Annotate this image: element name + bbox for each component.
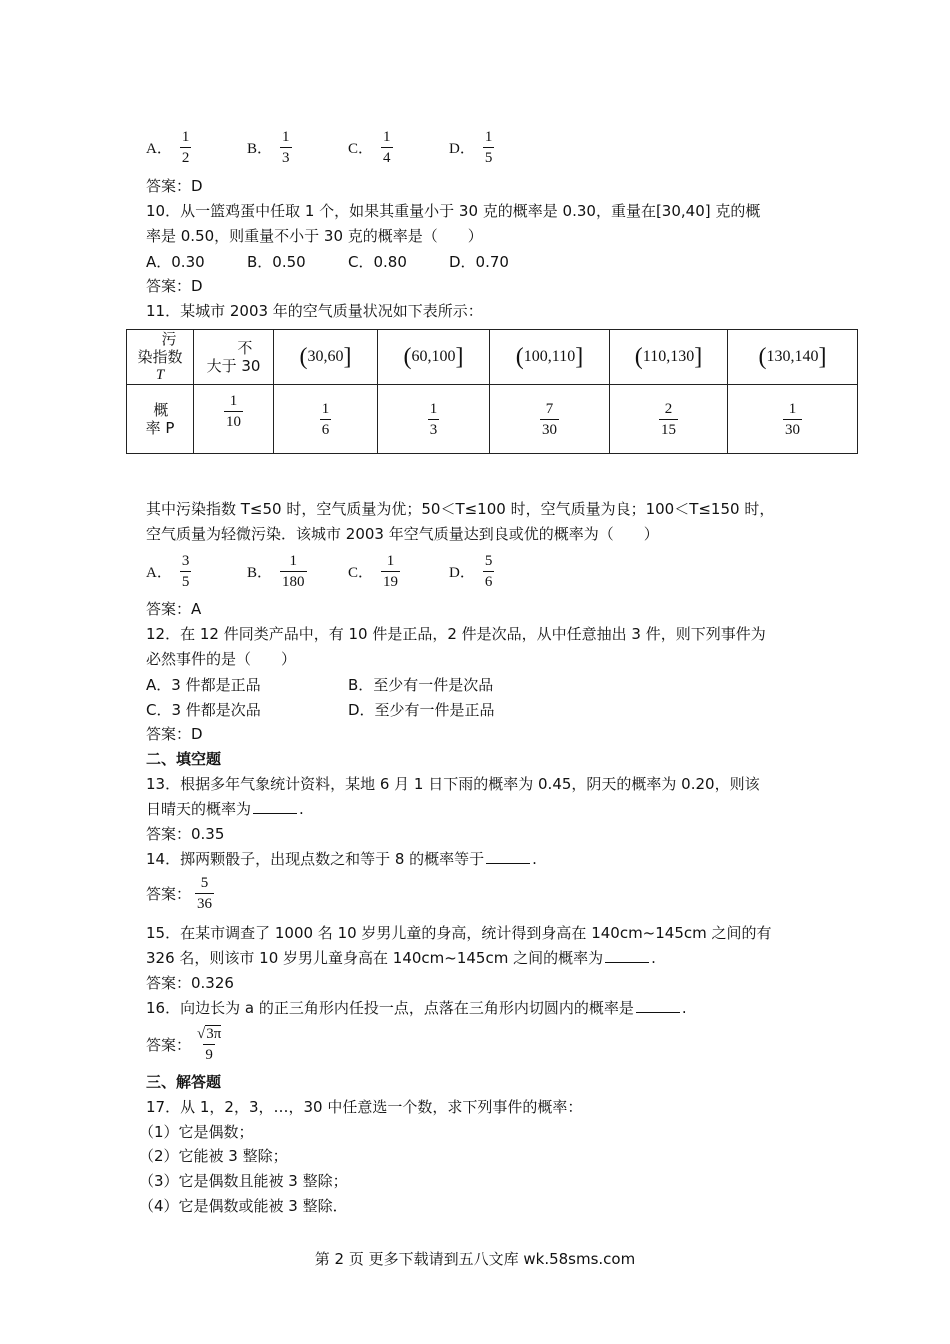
q16-answer: 答案： $\frac{√3\pi}{9}$ — [146, 1026, 222, 1063]
table-cell: (130,140] — [728, 330, 858, 385]
q12-option-c: C．3 件都是次品 — [146, 701, 261, 719]
q10-option-b: B．0.50 — [247, 253, 306, 271]
table-cell: $\frac{1}{6}$ — [274, 385, 378, 454]
q11-option-d: D． $\frac{5}{6}$ — [449, 553, 493, 590]
q15-text-line1: 15．在某市调查了 1000 名 10 岁男儿童的身高，统计得到身高在 140cm~145cm 之间的有 — [146, 924, 772, 942]
q9-answer: 答案：D — [146, 177, 203, 195]
q13-text-line1: 13．根据多年气象统计资料，某地 6 月 1 日下雨的概率为 0.45，阴天的概率为 0.20，则该 — [146, 775, 760, 793]
table-cell: (100,110] — [490, 330, 610, 385]
air-quality-table — [126, 329, 858, 454]
q11-intro: 11．某城市 2003 年的空气质量状况如下表所示： — [146, 302, 483, 320]
q17-part-4: （4）它是偶数或能被 3 整除． — [139, 1197, 348, 1215]
fraction: $\frac{1}{3}$ — [282, 129, 290, 166]
q12-option-d: D．至少有一件是正品 — [348, 701, 495, 719]
page-footer: 第 2 页 更多下载请到五八文库 wk.58sms.com — [314, 1250, 636, 1268]
section-heading-solve: 三、解答题 — [146, 1073, 222, 1091]
q15-text-line2: 326 名，则该市 10 岁男儿童身高在 140cm~145cm 之间的概率为 . — [146, 949, 656, 967]
q16-text: 16．向边长为 a 的正三角形内任投一点，点落在三角形内切圆内的概率是 . — [146, 999, 687, 1017]
table-cell: (60,100] — [378, 330, 490, 385]
q10-text-line2: 率是 0.50，则重量不小于 30 克的概率是（ ） — [146, 227, 483, 245]
q12-option-a: A．3 件都是正品 — [146, 676, 261, 694]
q14-answer: 答案： $\frac{5}{36}$ — [146, 875, 213, 912]
q12-text-line2: 必然事件的是（ ） — [146, 650, 297, 668]
q12-options-row2 — [146, 699, 495, 720]
answer-blank — [253, 799, 297, 814]
q9-option-c: C． $\frac{1}{4}$ — [348, 129, 391, 166]
q12-text-line1: 12．在 12 件同类产品中，有 10 件是正品，2 件是次品，从中任意抽出 3 件，则下列事件为 — [146, 625, 766, 643]
q11-option-b: B． $\frac{1}{180}$ — [247, 553, 305, 590]
table-row — [127, 330, 858, 385]
table-header-cell: 污 染指数 T — [127, 330, 194, 385]
q9-options — [146, 128, 494, 167]
q13-answer: 答案：0.35 — [146, 825, 225, 843]
table-cell: (30,60] — [274, 330, 378, 385]
q11-text-line1: 其中污染指数 T≤50 时，空气质量为优；50＜T≤100 时，空气质量为良；100＜T≤150 时， — [146, 500, 775, 518]
answer-blank — [636, 998, 680, 1013]
q10-text-line1: 10．从一篮鸡蛋中任取 1 个，如果其重量小于 30 克的概率是 0.30，重量在[30,40] 克的概 — [146, 202, 761, 220]
q11-option-c: C． $\frac{1}{19}$ — [348, 553, 399, 590]
q9-option-d: D． $\frac{1}{5}$ — [449, 129, 493, 166]
q11-options — [146, 552, 494, 591]
table-cell: 不 大于 30 — [194, 330, 274, 385]
q10-option-a: A．0.30 — [146, 253, 205, 271]
q12-options-row1 — [146, 674, 493, 695]
q11-answer: 答案：A — [146, 600, 202, 618]
q10-answer: 答案：D — [146, 277, 203, 295]
q13-text-line2: 日晴天的概率为 . — [146, 800, 304, 818]
answer-blank — [486, 849, 530, 864]
q17-part-3: （3）它是偶数且能被 3 整除； — [139, 1172, 348, 1190]
fraction: $\frac{1}{5}$ — [484, 129, 493, 166]
table-cell: $\frac{1}{30}$ — [728, 385, 858, 454]
q10-options — [146, 251, 509, 272]
fraction: $\frac{1}{4}$ — [383, 129, 391, 166]
q9-option-a: A． $\frac{1}{2}$ — [146, 129, 190, 166]
q17-text: 17．从 1，2，3，…，30 中任意选一个数，求下列事件的概率： — [146, 1098, 583, 1116]
q11-option-a: A． $\frac{3}{5}$ — [146, 553, 190, 590]
q12-answer: 答案：D — [146, 725, 203, 743]
table-header-cell: 概 率 P — [127, 385, 194, 454]
section-heading-fill-in: 二、填空题 — [146, 750, 222, 768]
q10-option-d: D．0.70 — [449, 253, 509, 271]
q11-text-line2: 空气质量为轻微污染．该城市 2003 年空气质量达到良或优的概率为（ ） — [146, 525, 659, 543]
table-cell: $\frac{1}{10}$ — [194, 385, 274, 454]
table-row — [127, 385, 858, 454]
q15-answer: 答案：0.326 — [146, 974, 234, 992]
q10-option-c: C．0.80 — [348, 253, 407, 271]
table-cell: $\frac{2}{15}$ — [610, 385, 728, 454]
answer-blank — [605, 948, 649, 963]
fraction: $\frac{1}{2}$ — [181, 129, 190, 166]
q12-option-b: B．至少有一件是次品 — [348, 676, 494, 694]
q17-part-2: （2）它能被 3 整除； — [139, 1147, 288, 1165]
table-cell: $\frac{1}{3}$ — [378, 385, 490, 454]
q17-part-1: （1）它是偶数； — [139, 1123, 254, 1141]
q14-text: 14．掷两颗骰子，出现点数之和等于 8 的概率等于 . — [146, 850, 537, 868]
table-cell: $\frac{7}{30}$ — [490, 385, 610, 454]
table-cell: (110,130] — [610, 330, 728, 385]
q9-option-b: B． $\frac{1}{3}$ — [247, 129, 290, 166]
